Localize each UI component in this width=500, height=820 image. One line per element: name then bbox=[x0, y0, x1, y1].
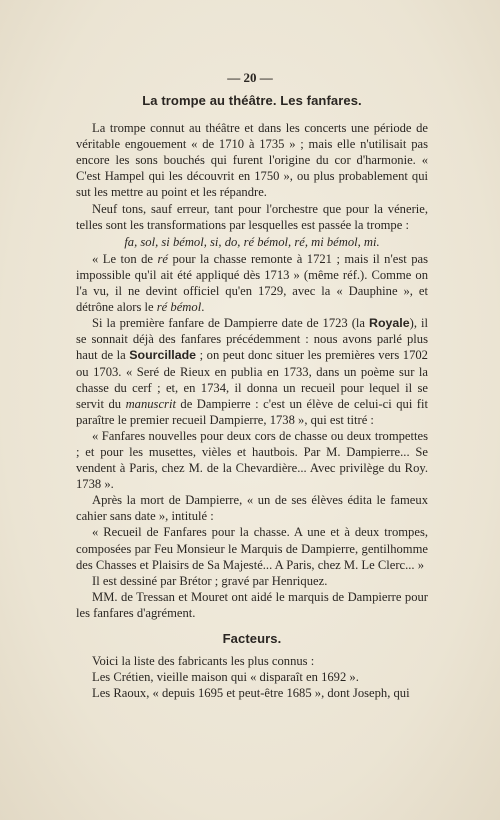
bold-royale: Royale bbox=[369, 316, 410, 331]
text-run: . bbox=[201, 300, 205, 315]
paragraph-les-raoux: Les Raoux, « depuis 1695 et peut-être 1685 », dont Joseph, qui bbox=[92, 686, 410, 701]
paragraph-apres-la-mort: Après la mort de Dampierre, « un de ses élèves édita le fameux cahier sans date », intitulé : bbox=[76, 493, 428, 524]
paragraph-neuf-tons: Neuf tons, sauf erreur, tant pour l'orchestre que pour la vénerie, telles sont les transformations par lesquelles est passée la trompe : bbox=[76, 201, 428, 232]
paragraph-dessine-par: Il est dessiné par Brétor ; gravé par Henriquez. bbox=[92, 573, 328, 588]
paragraph-les-cretien: Les Crétien, vieille maison qui « disparaît en 1692 ». bbox=[92, 670, 359, 685]
notes-list: fa, sol, si bémol, si, do, ré bémol, ré, mi bémol, mi. bbox=[124, 234, 380, 249]
page-number: — 20 — bbox=[227, 70, 273, 85]
bold-sourcillade: Sourcillade bbox=[129, 348, 197, 363]
italic-manuscrit: manuscrit bbox=[125, 396, 176, 411]
text-run: ), il se sonnait déjà des fanfares précédemment : nous avons parlé plus haut de la bbox=[76, 316, 428, 363]
section-title-facteurs: Facteurs. bbox=[222, 631, 282, 646]
text-run: de Dampierre : c'est un élève de celui-ci qui fit paraître le premier recueil Dampierre, 1738 », qui est titré : bbox=[76, 396, 428, 427]
text-run: ; on peut donc situer les premières vers 1702 ou 1703. « Seré de Rieux en publia en 1733, dans un poème sur la chasse du cerf ; et, en 1734, il donna un recueil pour lequel il se servit du bbox=[76, 348, 428, 411]
page-content bbox=[76, 93, 428, 701]
italic-re-bemol: ré bémol bbox=[156, 300, 202, 315]
quote-fanfares-nouvelles: « Fanfares nouvelles pour deux cors de chasse ou deux trompettes ; et pour les musettes, vièles et hautbois. Par M. Dampierre... Se vendent à Paris, chez M. de la Chevardière... Avec privilège du Roy. 1738 ». bbox=[76, 428, 428, 492]
section-title-trompe-theatre: La trompe au théâtre. Les fanfares. bbox=[142, 93, 362, 108]
paragraph-premiere-fanfare bbox=[76, 315, 428, 428]
paragraph-liste-fabricants: Voici la liste des fabricants les plus connus : bbox=[92, 654, 315, 669]
text-run: Si la première fanfare de Dampierre date de 1723 (la bbox=[92, 316, 369, 331]
text-run: « Le ton de bbox=[92, 251, 158, 266]
italic-re: ré bbox=[157, 251, 168, 266]
quote-recueil-de-fanfares: « Recueil de Fanfares pour la chasse. A une et à deux trompes, composées par Feu Monsieur le Marquis de Dampierre, gentilhomme des Chasses et Plaisirs de Sa Majesté... A Paris, chez M. Le Clerc... » bbox=[76, 525, 428, 572]
paragraph-ton-de-re bbox=[76, 251, 428, 315]
paragraph-tressan-mouret: MM. de Tressan et Mouret ont aidé le marquis de Dampierre pour les fanfares d'agrément. bbox=[76, 589, 428, 620]
text-run: pour la chasse remonte à 1721 ; mais il n'est pas impossible qu'il ait été appliqué dès 1713 » (même réf.). Comme on l'a vu, il ne devint officiel qu'en 1729, avec la « Dauphine », et détrône alors le bbox=[76, 251, 429, 315]
paragraph-engouement: La trompe connut au théâtre et dans les concerts une période de véritable engouement « de 1710 à 1735 » ; mais elle n'utilisait pas encore les sons bouchés qui furent l'origine du cor d'harmonie. « C'est Hampel qui les découvrit en 1750 », ou plus probablement qui sut les mettre au point et les répandre. bbox=[76, 121, 428, 200]
